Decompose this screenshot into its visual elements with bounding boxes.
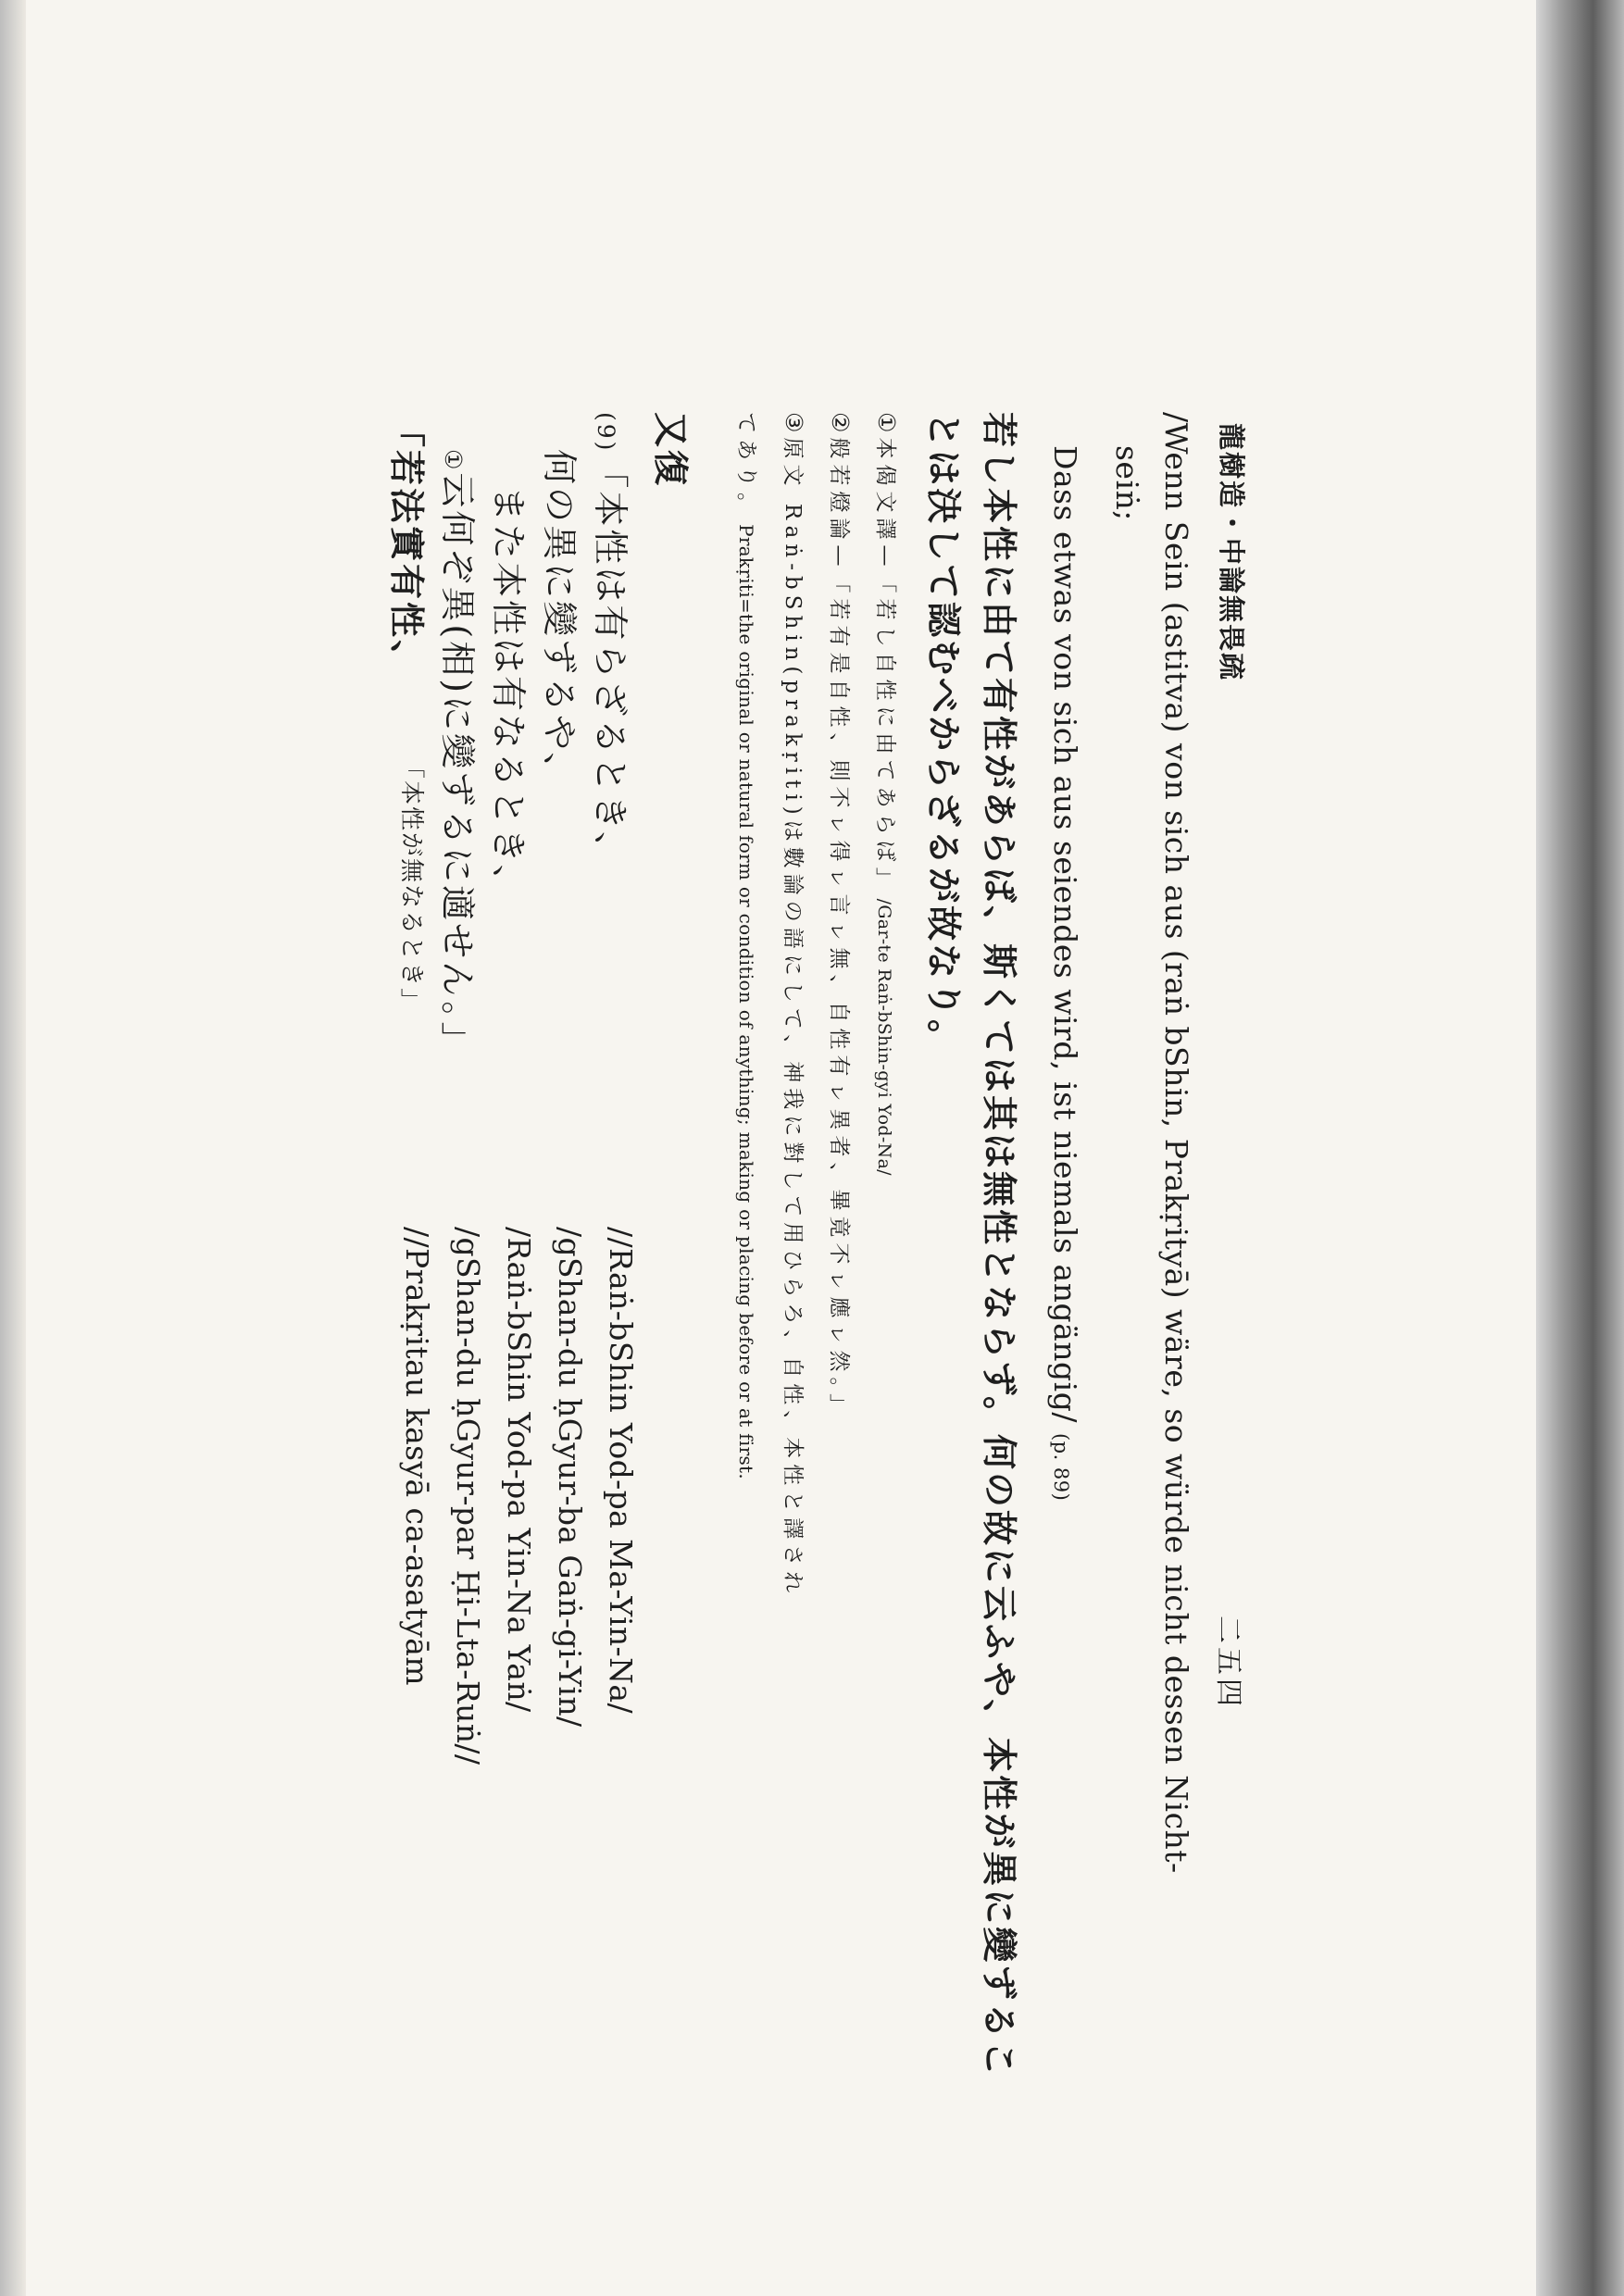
- page-reference: (p. 89): [1050, 1432, 1072, 1502]
- note-marker: ①: [440, 449, 467, 473]
- verse9-line-5-note: 「本性が無なるとき」: [397, 755, 425, 1015]
- verse9-line-3: また本性は有なるとき、: [488, 486, 529, 903]
- footnote-marker: ②: [827, 412, 854, 433]
- footnote-marker: ③: [781, 412, 807, 433]
- footnote-text: 本偈文譯—「若し自性に由てあらば」: [873, 437, 897, 894]
- japanese-commentary-line-1: 若し本性に由て有性があらば、斯くては其は無性とならず。何の故に云ふや、本性が異に變ずるこ: [979, 412, 1020, 2079]
- footnote-english-gloss: Prakṛiti=the original or natural form or condition of anything; making or placing before or at first.: [735, 524, 757, 1480]
- verse9-sanskrit-line-5: //Prakṛitau kasyā ca-asatyām: [399, 1227, 435, 1686]
- footnote-text: 般若燈論—「若有是自性、則不ㇾ得ㇾ言ㇾ無、自性有ㇾ異者、畢竟不ㇾ應ㇾ然。」: [827, 437, 851, 1421]
- rotated-page-content-lower: [386, 412, 1268, 2060]
- footnote-tibetan: /Gar-te Raṅ-bShin-gyi Yod-Na/: [874, 898, 894, 1176]
- footnote-marker: ①: [873, 412, 900, 433]
- verse9-tibetan-line-3: /Raṅ-bShin Yod-pa Yin-Na Yaṅ/: [501, 1227, 537, 1713]
- verse9-line-2: 何の異に變ずるや、: [539, 449, 580, 791]
- verse-text: 「本性は有らざるとき、: [590, 453, 631, 869]
- japanese-commentary-line-2: とは決して認むべからざるが故なり。: [923, 412, 965, 1058]
- verse9-tibetan-line-4: /gShan-du ḥGyur-par Ḥi-Lta-Ruṅ//: [450, 1227, 486, 1766]
- german-text: Dass etwas von sich aus seiendes wird, ist niemals angängig/: [1047, 445, 1083, 1423]
- german-translation-line-1-cont: seiṅ;: [1109, 445, 1145, 521]
- footnote-text: 原文 Raṅ-bShin(prakṛiti)は數論の語にして、神我に對して用ひらろ、自性、本性と譯され: [781, 437, 805, 1599]
- verse9-line-5: 「若法實有性、: [386, 412, 428, 679]
- book-gutter-shadow: [1536, 0, 1624, 2296]
- verse9-tibetan-line-2: /gShan-du ḥGyur-ba Gaṅ-gi-Yin/: [552, 1227, 588, 1728]
- scan-left-edge: [0, 0, 26, 2296]
- verse-text: 云何ぞ異(相)に變ずるに適せん。」: [437, 472, 478, 1060]
- german-translation-line-1: /Wenn Sein (astitva) von sich aus (raṅ bShin, Prakṛityā) wäre, so würde nicht dessen Nicht-: [1158, 412, 1194, 1874]
- footnote-text: てあり。: [734, 412, 758, 519]
- page-number: 二五四: [1212, 1616, 1244, 1710]
- verse9-tibetan-line-1: //Raṅ-bShin Yod-pa Ma-Yin-Na/: [603, 1227, 639, 1714]
- section-heading: 又復: [650, 412, 692, 489]
- verse-number: (9): [593, 412, 619, 454]
- running-title: 龍樹造・中論無畏疏: [1216, 423, 1247, 682]
